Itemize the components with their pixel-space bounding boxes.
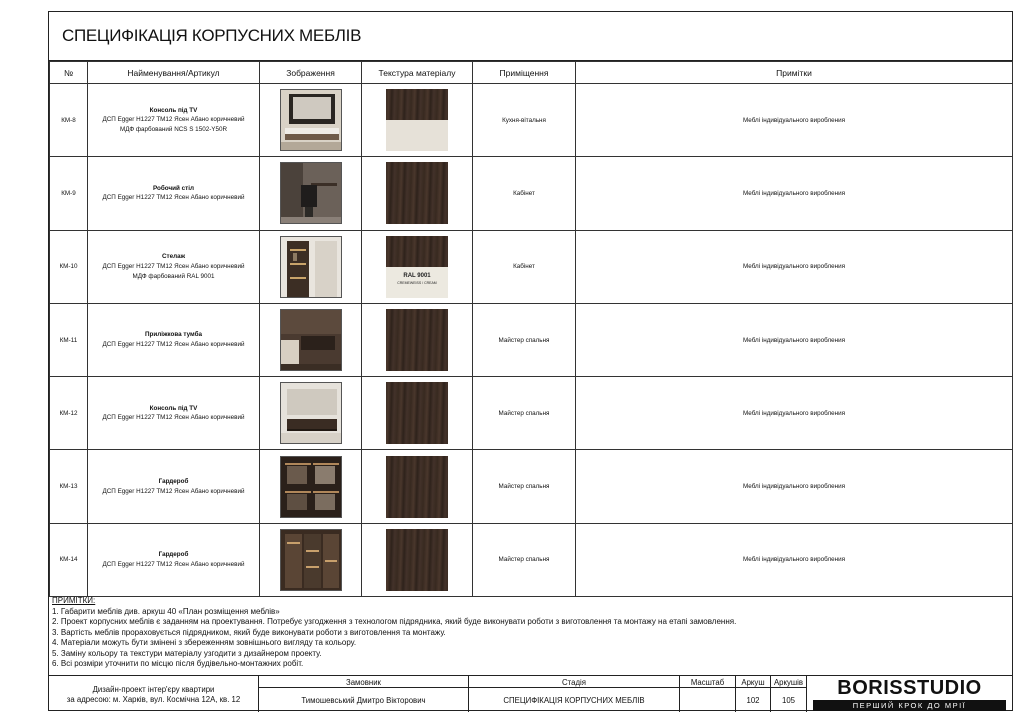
row-name	[88, 157, 260, 230]
row-room: Майстер спальня	[473, 303, 576, 376]
furniture-render-image	[280, 162, 342, 224]
note-item: 3. Вартість меблів прораховується підрядником, який буде виконувати роботи з виготовлення та монтажу.	[52, 627, 446, 637]
scale-cell	[680, 676, 736, 712]
table-header-row	[50, 62, 1013, 84]
row-note: Меблі індивідуального виробления	[576, 84, 1013, 157]
row-name	[88, 523, 260, 596]
item-material-1: ДСП Egger H1227 TM12 Ясен Абано коричневий	[102, 194, 245, 202]
furniture-render-image	[280, 309, 342, 371]
title-block	[49, 675, 1012, 711]
item-title: Консоль під TV	[149, 404, 198, 412]
furniture-render-image	[280, 89, 342, 151]
sheets-total: 105	[781, 695, 795, 705]
item-title: Приліжкова тумба	[144, 331, 203, 339]
note-item: 1. Габарити меблів див. аркуш 40 «План розміщення меблів»	[52, 606, 280, 616]
row-room: Майстер спальня	[473, 377, 576, 450]
row-image	[260, 303, 362, 376]
scale-value	[680, 688, 735, 712]
item-material-1: ДСП Egger H1227 TM12 Ясен Абано коричневий	[102, 341, 245, 349]
customer-caption: Замовник	[259, 677, 468, 688]
row-number: КМ-12	[50, 377, 88, 450]
row-room: Кабінет	[473, 157, 576, 230]
ral-swatch-label: RAL 9001	[403, 272, 431, 279]
note-item: 5. Заміну кольору та текстури матеріалу узгодити з дизайнером проекту.	[52, 648, 322, 658]
col-header-image: Зображення	[260, 62, 362, 84]
wood-texture-swatch	[386, 236, 448, 298]
customer-cell	[259, 676, 469, 712]
table-row	[50, 523, 1013, 596]
row-number: КМ-14	[50, 523, 88, 596]
wood-texture-swatch	[386, 382, 448, 444]
ral-swatch-sub: CREMEWEISS / CREAM	[397, 280, 437, 285]
wood-texture-swatch	[386, 456, 448, 518]
wood-texture-swatch	[386, 309, 448, 371]
stage-caption: Стадія	[469, 677, 679, 688]
logo-name: BORISSTUDIO	[837, 677, 982, 699]
cream-paint-swatch	[386, 120, 448, 151]
sheets-caption: Аркушів	[771, 677, 806, 688]
row-note: Меблі індивідуального виробления	[576, 157, 1013, 230]
row-image	[260, 523, 362, 596]
wood-texture-swatch	[386, 529, 448, 591]
row-texture	[362, 450, 473, 523]
table-row	[50, 230, 1013, 303]
customer-name: Тимошевський Дмитро Вікторович	[301, 695, 426, 705]
row-image	[260, 450, 362, 523]
row-note: Меблі індивідуального виробления	[576, 523, 1013, 596]
project-title: Дизайн-проект інтер'єру квартири	[92, 684, 215, 694]
note-item: 2. Проект корпусних меблів є заданням на проектування. Потребує узгодження з технологом підрядника, який буде виконувати роботи з виготовлення та монтажу на етапі замовлення.	[52, 617, 737, 627]
project-info	[49, 676, 259, 712]
furniture-render-image	[280, 236, 342, 298]
table-row	[50, 84, 1013, 157]
item-material-2: МДФ фарбований RAL 9001	[132, 272, 215, 280]
row-name	[88, 450, 260, 523]
notes-block	[52, 596, 736, 670]
sheet-caption: Аркуш	[736, 677, 770, 688]
furniture-render-image	[280, 529, 342, 591]
row-room: Майстер спальня	[473, 523, 576, 596]
col-header-texture: Текстура матеріалу	[362, 62, 473, 84]
table-row	[50, 303, 1013, 376]
item-title: Робочий стіл	[153, 184, 194, 192]
row-image	[260, 157, 362, 230]
row-note: Меблі індивідуального виробления	[576, 303, 1013, 376]
spec-table	[49, 61, 1013, 597]
studio-logo	[807, 676, 1012, 712]
specification-sheet	[48, 11, 1013, 711]
project-address: за адресою: м. Харків, вул. Космічна 12А, кв. 12	[66, 695, 241, 704]
row-name	[88, 377, 260, 450]
item-title: Гардероб	[158, 551, 189, 559]
furniture-render-image	[280, 456, 342, 518]
row-number: КМ-11	[50, 303, 88, 376]
row-image	[260, 84, 362, 157]
row-texture	[362, 157, 473, 230]
row-texture	[362, 303, 473, 376]
title-box	[49, 12, 1012, 61]
row-room: Кухня-вітальня	[473, 84, 576, 157]
row-number: КМ-13	[50, 450, 88, 523]
item-material-1: ДСП Egger H1227 TM12 Ясен Абано коричневий	[102, 560, 245, 568]
row-texture	[362, 230, 473, 303]
col-header-name: Найменування/Артикул	[88, 62, 260, 84]
row-note: Меблі індивідуального виробления	[576, 377, 1013, 450]
row-image	[260, 230, 362, 303]
item-title: Консоль під TV	[149, 106, 198, 114]
item-material-1: ДСП Egger H1227 TM12 Ясен Абано коричневий	[102, 487, 245, 495]
sheet-cell	[736, 676, 771, 712]
row-note: Меблі індивідуального виробления	[576, 230, 1013, 303]
wood-texture-swatch	[386, 89, 448, 151]
row-room: Кабінет	[473, 230, 576, 303]
row-number: КМ-9	[50, 157, 88, 230]
col-header-room: Приміщення	[473, 62, 576, 84]
stage-value: СПЕЦИФІКАЦІЯ КОРПУСНИХ МЕБЛІВ	[503, 695, 645, 705]
row-image	[260, 377, 362, 450]
row-texture	[362, 523, 473, 596]
sheets-cell	[771, 676, 807, 712]
item-material-2: МДФ фарбований NCS S 1502-Y50R	[119, 126, 228, 134]
table-row	[50, 157, 1013, 230]
wood-texture-swatch	[386, 162, 448, 224]
row-name	[88, 230, 260, 303]
note-item: 4. Матеріали можуть бути змінені з збереженням зовнішнього вигляду та кольору.	[52, 638, 357, 648]
logo-tagline: ПЕРШИЙ КРОК ДО МРІЇ	[813, 700, 1006, 711]
item-title: Стелаж	[161, 253, 186, 261]
row-note: Меблі індивідуального виробления	[576, 450, 1013, 523]
item-material-1: ДСП Egger H1227 TM12 Ясен Абано коричневий	[102, 262, 245, 270]
col-header-number: №	[50, 62, 88, 84]
row-name	[88, 303, 260, 376]
row-room: Майстер спальня	[473, 450, 576, 523]
table-row	[50, 450, 1013, 523]
row-texture	[362, 84, 473, 157]
item-material-1: ДСП Egger H1227 TM12 Ясен Абано коричневий	[102, 414, 245, 422]
furniture-render-image	[280, 382, 342, 444]
sheet-number: 102	[746, 695, 760, 705]
scale-caption: Масштаб	[680, 677, 735, 688]
row-texture	[362, 377, 473, 450]
item-material-1: ДСП Egger H1227 TM12 Ясен Абано коричневий	[102, 116, 245, 124]
table-row	[50, 377, 1013, 450]
row-number: КМ-10	[50, 230, 88, 303]
note-item: 6. Всі розміри уточнити по місцю після будівельно-монтажних робіт.	[52, 659, 304, 669]
item-title: Гардероб	[158, 477, 189, 485]
notes-heading: ПРИМІТКИ:	[52, 596, 96, 605]
row-number: КМ-8	[50, 84, 88, 157]
stage-cell	[469, 676, 680, 712]
ral-swatch	[386, 267, 448, 298]
page-title: СПЕЦИФІКАЦІЯ КОРПУСНИХ МЕБЛІВ	[62, 26, 362, 45]
row-name	[88, 84, 260, 157]
col-header-notes: Примітки	[576, 62, 1013, 84]
